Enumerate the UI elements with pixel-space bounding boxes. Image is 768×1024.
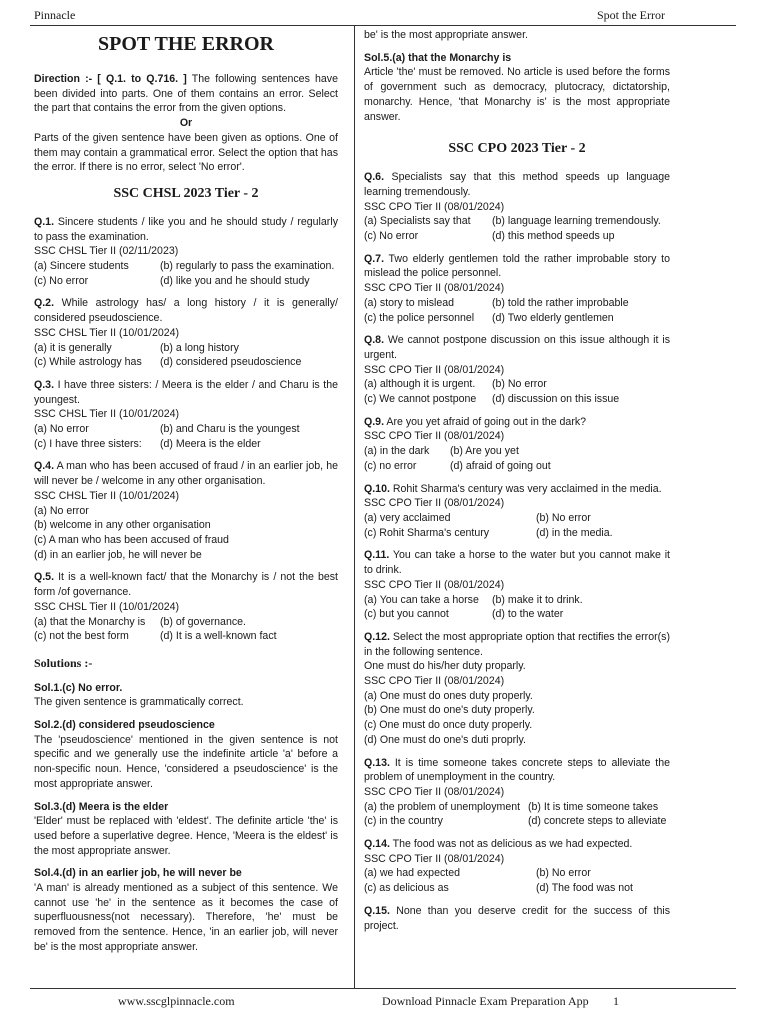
option: (b) No error	[536, 511, 591, 524]
direction-label: Direction :- [ Q.1. to Q.716. ]	[34, 73, 187, 85]
option: (b) a long history	[160, 341, 239, 354]
option: (c) One must do once duty properly.	[364, 719, 533, 732]
question-text	[364, 333, 670, 362]
question-source: SSC CPO Tier II (08/01/2024)	[364, 200, 505, 213]
option: (c) We cannot postpone	[364, 393, 477, 406]
option: (d) The food was not	[536, 882, 633, 895]
question-block	[364, 630, 670, 748]
option: (d) like you and he should study	[160, 274, 310, 287]
question-block	[364, 904, 670, 933]
question-text	[364, 630, 670, 659]
question-body: Sincere students / like you and he should study / regularly to pass the examination.	[34, 215, 338, 243]
option: (b) language learning tremendously.	[492, 215, 661, 228]
question-number: Q.12.	[364, 630, 390, 643]
option: (a) although it is urgent.	[364, 378, 476, 391]
option: (a) that the Monarchy is	[34, 615, 146, 628]
question-source: SSC CHSL Tier II (10/01/2024)	[34, 600, 180, 613]
header-brand: Pinnacle	[34, 8, 76, 22]
question-body: While astrology has/ a long history / it is generally/ considered pseudoscience.	[34, 297, 338, 325]
option: (c) Rohit Sharma's century	[364, 526, 490, 539]
option: (a) You can take a horse	[364, 593, 479, 606]
solution-block	[364, 51, 670, 125]
question-body: I have three sisters: / Meera is the elder / and Charu is the youngest.	[34, 378, 338, 406]
question-options	[364, 214, 670, 243]
question-block	[34, 215, 338, 289]
option: (d) in an earlier job, he will never be	[34, 548, 202, 561]
direction-body: The following sentences have been divided into parts. One of them contains an error. Select the part that contains the error from the given options.	[34, 73, 338, 115]
option: (d) It is a well-known fact	[160, 630, 277, 643]
question-options	[34, 422, 338, 451]
question-number: Q.2.	[34, 297, 55, 310]
option: (a) No error	[34, 423, 89, 436]
solution-body: 'A man' is already mentioned as a subject of this sentence. We cannot use 'he' in the sentence as it becomes the case of superfluousness(not necessary). Therefore, 'he' must be removed from the sentence. Hence, 'in an earlier job, will never be' is the most appropriate answer.	[34, 882, 338, 953]
question-text	[34, 570, 338, 599]
question-source: SSC CHSL Tier II (10/01/2024)	[34, 489, 180, 502]
header-topic: Spot the Error	[597, 8, 665, 22]
option: (c) as delicious as	[364, 882, 449, 895]
option: (d) One must do one's duti proprly.	[364, 733, 526, 746]
header-divider	[30, 25, 736, 26]
question-number: Q.8.	[364, 334, 385, 347]
direction-or: Or	[179, 117, 193, 130]
page-number: 1	[613, 994, 619, 1008]
footer-divider	[30, 988, 736, 989]
question-source: SSC CHSL Tier II (10/01/2024)	[34, 326, 180, 339]
option: (c) I have three sisters:	[34, 437, 142, 450]
option: (b) of governance.	[160, 615, 246, 628]
question-text	[364, 482, 670, 497]
question-options	[34, 259, 338, 288]
solution-continuation: be' is the most appropriate answer.	[364, 29, 528, 41]
option: (c) No error	[34, 274, 89, 287]
option: (a) Specialists say that	[364, 215, 471, 228]
option: (a) the problem of unemployment	[364, 800, 521, 813]
option: (a) we had expected	[364, 867, 460, 880]
option: (d) Two elderly gentlemen	[492, 311, 614, 324]
solution-heading: Sol.2.(d) considered pseudoscience	[34, 719, 215, 732]
left-column	[34, 30, 338, 955]
option: (c) no error	[364, 459, 417, 472]
direction-text-2: Parts of the given sentence have been given as options. One of them may contain a grammatical error. Select the option that has the error. If there is no error, select 'No error'.	[34, 131, 338, 174]
option: (b) Are you yet	[450, 445, 519, 458]
question-source: SSC CHSL Tier II (02/11/2023)	[34, 245, 179, 258]
question-body: Are you yet afraid of going out in the dark?	[384, 415, 587, 428]
question-text	[364, 415, 670, 430]
question-number: Q.6.	[364, 171, 385, 184]
question-block	[364, 252, 670, 326]
question-text	[34, 459, 338, 488]
question-body: You can take a horse to the water but you cannot make it to drink.	[364, 549, 670, 577]
direction-text	[34, 72, 338, 116]
question-number: Q.10.	[364, 482, 390, 495]
solution-body: The 'pseudoscience' mentioned in the given sentence is not specific and we generally use the indefinite article 'a' before a non-specific noun. Hence, 'considered a pseudoscience' is the most appropriate answer.	[34, 733, 338, 790]
question-block	[364, 170, 670, 244]
option: (b) regularly to pass the examination.	[160, 260, 335, 273]
solution-block	[34, 681, 338, 710]
question-text	[364, 837, 670, 852]
question-body: Two elderly gentlemen told the rather improbable story to mislead the police personnel.	[364, 252, 670, 280]
question-options	[34, 341, 338, 370]
option: (d) afraid of going out	[450, 459, 551, 472]
section-title-chsl: SSC CHSL 2023 Tier - 2	[113, 185, 259, 201]
question-block	[34, 378, 338, 452]
question-number: Q.11.	[364, 549, 390, 562]
option: (b) It is time someone takes	[528, 800, 659, 813]
question-text	[364, 548, 670, 577]
option: (d) to the water	[492, 608, 564, 621]
option: (c) but you cannot	[364, 608, 449, 621]
question-options	[34, 615, 338, 644]
question-block	[364, 837, 670, 896]
question-source: SSC CPO Tier II (08/01/2024)	[364, 363, 505, 376]
option: (b) make it to drink.	[492, 593, 583, 606]
question-text	[34, 296, 338, 325]
question-block	[34, 570, 338, 644]
option: (b) told the rather improbable	[492, 296, 629, 309]
option: (d) considered pseudoscience	[160, 356, 302, 369]
question-options	[364, 800, 670, 829]
question-body: We cannot postpone discussion on this issue although it is urgent.	[364, 334, 670, 361]
question-block	[364, 482, 670, 541]
question-options	[364, 511, 670, 540]
question-block	[34, 459, 338, 562]
footer-app-promo: Download Pinnacle Exam Preparation App	[382, 994, 589, 1008]
option: (d) discussion on this issue	[492, 393, 620, 406]
option: (a) No error	[34, 504, 89, 517]
page-title: SPOT THE ERROR	[98, 33, 274, 55]
question-block	[364, 333, 670, 407]
option: (a) very acclaimed	[364, 511, 451, 524]
option: (c) the police personnel	[364, 311, 475, 324]
question-body: Specialists say that this method speeds up language learning tremendously.	[364, 171, 670, 198]
question-text	[34, 215, 338, 244]
option: (c) not the best form	[34, 630, 129, 643]
option: (c) While astrology has	[34, 356, 142, 369]
solution-body: Article 'the' must be removed. No article is used before the forms of government such as democracy, plutocracy, dictatorship, monarchy. Hence, 'that Monarchy is' is the most appropriate answer.	[364, 66, 670, 123]
option: (b) No error	[492, 378, 547, 391]
question-source: SSC CPO Tier II (08/01/2024)	[364, 497, 505, 510]
solution-heading: Sol.4.(d) in an earlier job, he will never be	[34, 867, 242, 880]
option: (c) No error	[364, 230, 419, 243]
column-divider	[354, 25, 355, 988]
question-body: The food was not as delicious as we had expected.	[389, 838, 633, 851]
solution-heading: Sol.1.(c) No error.	[34, 681, 123, 694]
section-title-cpo: SSC CPO 2023 Tier - 2	[448, 141, 586, 157]
option: (c) in the country	[364, 815, 443, 828]
question-options	[364, 377, 670, 406]
question-text	[364, 756, 670, 785]
solution-body: The given sentence is grammatically correct.	[34, 696, 244, 709]
question-source: SSC CPO Tier II (08/01/2024)	[364, 675, 505, 688]
question-block	[364, 548, 670, 622]
solution-body: 'Elder' must be replaced with 'eldest'. The definite article 'the' is used before a superlative degree. Hence, 'Meera is the eldest' is the most appropriate answer.	[34, 815, 338, 857]
question-body: It is time someone takes concrete steps to alleviate the problem of unemployment in the country.	[364, 756, 670, 784]
question-sentence: One must do his/her duty proparly.	[364, 660, 526, 673]
question-text	[34, 378, 338, 407]
option: (d) Meera is the elder	[160, 437, 261, 450]
option: (b) No error	[536, 867, 591, 880]
question-text	[364, 252, 670, 281]
question-block	[34, 296, 338, 370]
question-number: Q.13.	[364, 756, 390, 769]
option: (c) A man who has been accused of fraud	[34, 533, 229, 546]
question-block	[364, 756, 670, 830]
question-number: Q.15.	[364, 904, 390, 917]
question-number: Q.5.	[34, 571, 55, 584]
option: (b) One must do one's duty properly.	[364, 704, 535, 717]
question-number: Q.4.	[34, 460, 55, 473]
right-column	[364, 28, 670, 933]
question-source: SSC CPO Tier II (08/01/2024)	[364, 785, 505, 798]
option: (d) this method speeds up	[492, 230, 615, 243]
option: (a) One must do ones duty properly.	[364, 689, 533, 702]
option: (a) story to mislead	[364, 296, 455, 309]
question-source: SSC CPO Tier II (08/01/2024)	[364, 578, 505, 591]
question-body: A man who has been accused of fraud / in an earlier job, he will never be / welcome in any other organisation.	[34, 460, 338, 488]
solution-block	[34, 800, 338, 859]
question-options	[364, 296, 670, 325]
question-number: Q.9.	[364, 415, 385, 428]
solution-block	[34, 866, 338, 954]
solutions-heading: Solutions :-	[34, 655, 93, 670]
option: (a) Sincere students	[34, 260, 129, 273]
question-body: Select the most appropriate option that rectifies the error(s) in the following sentence.	[364, 630, 670, 658]
question-options	[364, 444, 670, 473]
question-body: None than you deserve credit for the success of this project.	[364, 904, 670, 932]
footer-website-link[interactable]: www.sscglpinnacle.com	[118, 994, 235, 1008]
solution-block	[34, 718, 338, 792]
question-number: Q.14.	[364, 838, 390, 851]
question-source: SSC CPO Tier II (08/01/2024)	[364, 430, 505, 443]
option: (b) welcome in any other organisation	[34, 519, 211, 532]
question-body: It is a well-known fact/ that the Monarchy is / not the best form /of governance.	[34, 571, 338, 599]
option: (a) in the dark	[364, 445, 430, 458]
question-source: SSC CPO Tier II (08/01/2024)	[364, 852, 505, 865]
question-options	[364, 866, 670, 895]
question-block	[364, 415, 670, 474]
option: (a) it is generally	[34, 341, 112, 354]
solution-heading: Sol.5.(a) that the Monarchy is	[364, 51, 512, 64]
question-text	[364, 904, 670, 933]
option: (d) in the media.	[536, 526, 613, 539]
question-source: SSC CPO Tier II (08/01/2024)	[364, 282, 505, 295]
question-number: Q.3.	[34, 378, 55, 391]
option: (d) concrete steps to alleviate	[528, 815, 667, 828]
question-source: SSC CHSL Tier II (10/01/2024)	[34, 408, 180, 421]
solution-heading: Sol.3.(d) Meera is the elder	[34, 800, 169, 813]
question-number: Q.7.	[364, 252, 385, 265]
question-options	[364, 593, 670, 622]
question-body: Rohit Sharma's century was very acclaimed in the media.	[389, 482, 662, 495]
question-number: Q.1.	[34, 215, 55, 228]
question-text	[364, 170, 670, 199]
option: (b) and Charu is the youngest	[160, 423, 300, 436]
